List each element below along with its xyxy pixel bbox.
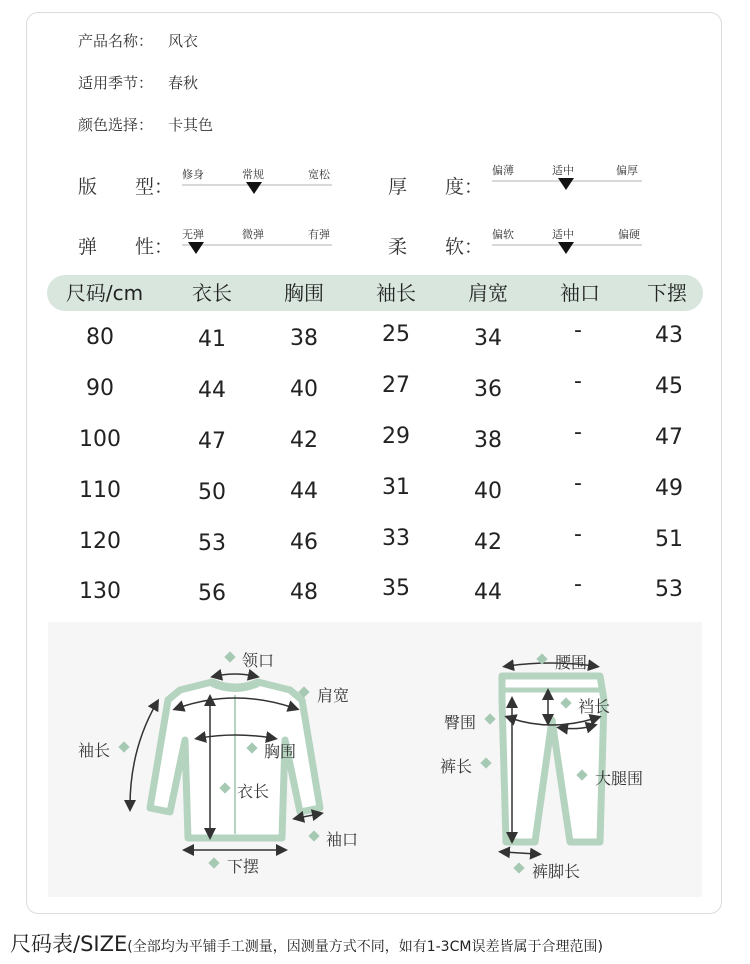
cell-shoulder: 38 xyxy=(474,428,502,453)
label-hem: 下摆 xyxy=(227,857,260,876)
cell-hem: 53 xyxy=(655,577,683,602)
info-value: 风衣 xyxy=(168,32,199,50)
scale-option: 宽松 xyxy=(308,168,330,181)
cell-cuff: - xyxy=(574,420,582,445)
info-key: 适用季节： xyxy=(78,74,154,92)
cell-hem: 43 xyxy=(655,323,683,348)
elasticity-label: 弹 性： xyxy=(78,236,174,258)
cell-sleeve: 29 xyxy=(382,424,410,449)
scale-option: 偏硬 xyxy=(618,228,640,241)
cell-sleeve: 33 xyxy=(382,526,410,551)
label-chest: 胸围 xyxy=(264,742,297,761)
cell-length: 41 xyxy=(198,327,226,352)
cell-size: 120 xyxy=(79,529,121,554)
cell-chest: 42 xyxy=(290,428,318,453)
scale-option: 适中 xyxy=(552,164,574,177)
cell-hem: 49 xyxy=(655,476,683,501)
cell-length: 50 xyxy=(198,480,226,505)
header-shoulder: 肩宽 xyxy=(468,281,508,305)
cell-sleeve: 31 xyxy=(382,475,410,500)
label-shoulder: 肩宽 xyxy=(317,686,350,705)
fit-label: 版 型： xyxy=(78,176,174,198)
label-waist: 腰围 xyxy=(555,653,588,672)
header-length: 衣长 xyxy=(192,281,232,305)
cell-sleeve: 27 xyxy=(382,373,410,398)
cell-size: 110 xyxy=(79,478,121,503)
info-key: 产品名称： xyxy=(78,32,154,50)
cell-sleeve: 35 xyxy=(382,576,410,601)
cell-size: 80 xyxy=(86,325,114,350)
info-value: 春秋 xyxy=(168,74,199,92)
scale-option: 偏软 xyxy=(492,228,514,241)
cell-size: 90 xyxy=(86,376,114,401)
info-value: 卡其色 xyxy=(168,116,214,134)
cell-chest: 44 xyxy=(290,479,318,504)
scale-option: 常规 xyxy=(242,168,264,181)
scale-option: 偏厚 xyxy=(616,164,638,177)
label-length: 衣长 xyxy=(237,782,270,801)
scale-option: 修身 xyxy=(182,168,204,181)
cell-hem: 45 xyxy=(655,374,683,399)
label-pants-length: 裤长 xyxy=(440,757,473,776)
label-leg-opening: 裤脚长 xyxy=(532,862,581,881)
cell-length: 53 xyxy=(198,531,226,556)
cell-hem: 47 xyxy=(655,425,683,450)
thickness-label: 厚 度： xyxy=(388,176,484,198)
label-rise: 裆长 xyxy=(578,697,611,716)
scale-option: 适中 xyxy=(552,228,574,241)
header-sleeve: 袖长 xyxy=(376,281,416,305)
cell-length: 56 xyxy=(198,581,226,606)
scale-option: 有弹 xyxy=(308,228,330,241)
scale-option: 无弹 xyxy=(182,228,204,241)
header-hem: 下摆 xyxy=(647,281,687,305)
header-cuff: 袖口 xyxy=(560,281,600,305)
info-key: 颜色选择： xyxy=(78,116,154,134)
cell-shoulder: 34 xyxy=(474,326,502,351)
label-sleeve: 袖长 xyxy=(78,741,111,760)
cell-hem: 51 xyxy=(655,527,683,552)
cell-cuff: - xyxy=(574,471,582,496)
footer-title: 尺码表/SIZE xyxy=(10,932,128,956)
cell-shoulder: 40 xyxy=(474,479,502,504)
cell-chest: 46 xyxy=(290,530,318,555)
label-collar: 领口 xyxy=(242,651,275,670)
cell-shoulder: 36 xyxy=(474,377,502,402)
cell-chest: 38 xyxy=(290,326,318,351)
softness-label: 柔 软： xyxy=(388,236,484,258)
cell-sleeve: 25 xyxy=(382,322,410,347)
cell-cuff: - xyxy=(574,318,582,343)
cell-chest: 48 xyxy=(290,580,318,605)
label-hip: 臀围 xyxy=(444,713,477,732)
cell-shoulder: 44 xyxy=(474,580,502,605)
cell-shoulder: 42 xyxy=(474,530,502,555)
cell-size: 100 xyxy=(79,427,121,452)
footer-note xyxy=(10,928,603,958)
label-cuff: 袖口 xyxy=(326,830,359,849)
header-size: 尺码/cm xyxy=(65,281,144,305)
cell-length: 47 xyxy=(198,429,226,454)
cell-chest: 40 xyxy=(290,377,318,402)
header-chest: 胸围 xyxy=(284,281,324,305)
cell-cuff: - xyxy=(574,369,582,394)
cell-cuff: - xyxy=(574,572,582,597)
cell-cuff: - xyxy=(574,522,582,547)
scale-option: 偏薄 xyxy=(492,164,514,177)
footer-text: (全部均为平铺手工测量，因测量方式不同，如有1-3CM误差皆属于合理范围) xyxy=(127,939,603,955)
cell-length: 44 xyxy=(198,378,226,403)
scale-option: 微弹 xyxy=(242,228,264,241)
cell-size: 130 xyxy=(79,579,121,604)
label-thigh: 大腿围 xyxy=(595,769,644,788)
